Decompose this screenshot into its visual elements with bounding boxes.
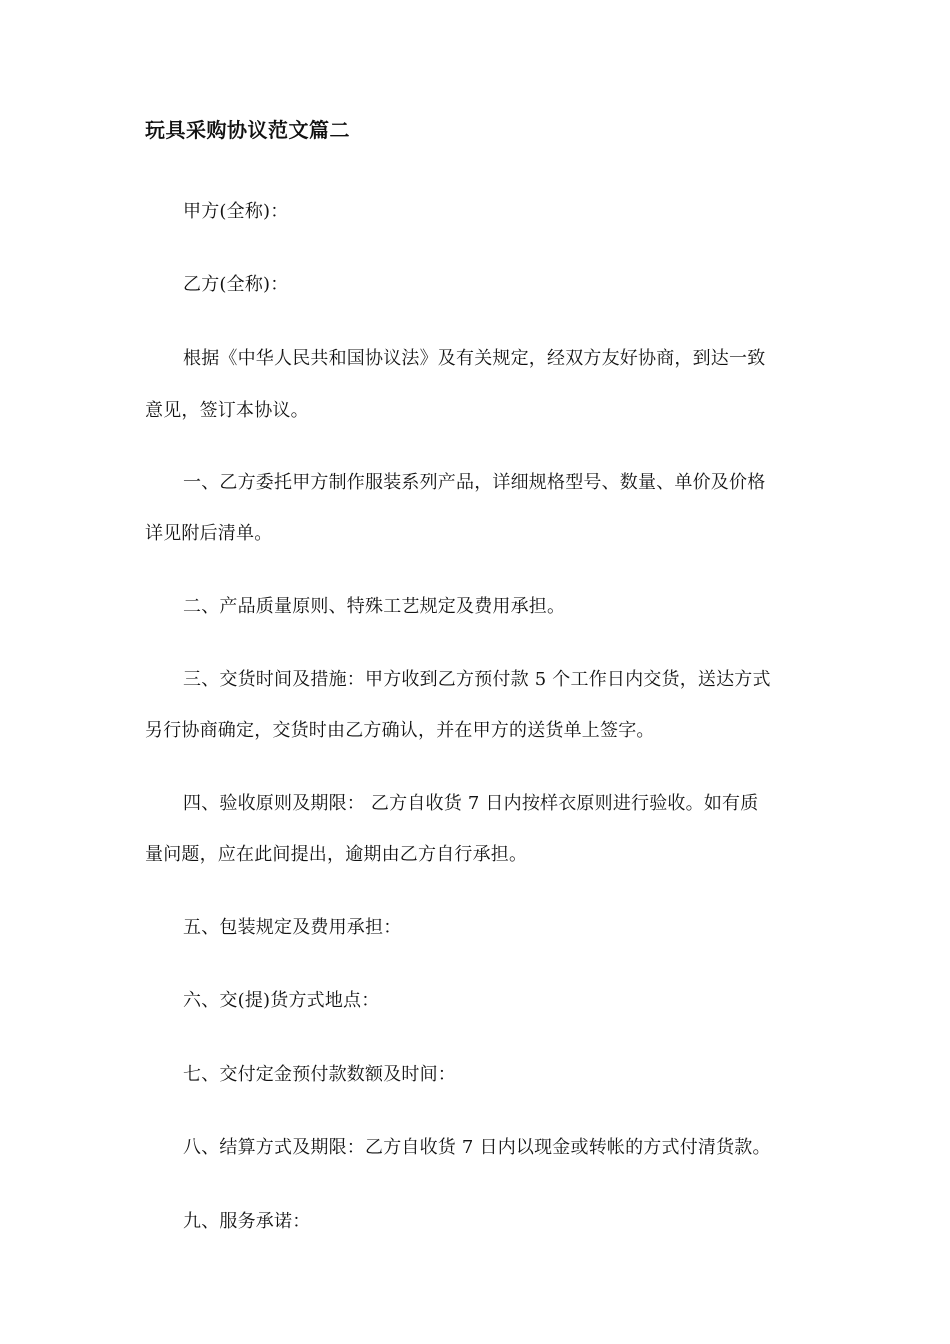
clause-6-line-1: 六、交(提)货方式地点： bbox=[183, 990, 380, 1011]
preamble-line-2: 意见，签订本协议。 bbox=[145, 400, 309, 421]
clause-8-line-1: 八、结算方式及期限：乙方自收货 7 日内以现金或转帐的方式付清货款。 bbox=[183, 1137, 771, 1158]
clause-9-line-1: 九、服务承诺： bbox=[183, 1211, 311, 1232]
clause-5-line-1: 五、包装规定及费用承担： bbox=[183, 917, 402, 938]
clause-2-line-1: 二、产品质量原则、特殊工艺规定及费用承担。 bbox=[183, 596, 566, 617]
clause-3-line-2: 另行协商确定，交货时由乙方确认，并在甲方的送货单上签字。 bbox=[145, 720, 655, 741]
clause-1-line-1: 一、乙方委托甲方制作服装系列产品，详细规格型号、数量、单价及价格 bbox=[183, 472, 766, 493]
preamble-line-1: 根据《中华人民共和国协议法》及有关规定，经双方友好协商，到达一致 bbox=[183, 348, 766, 369]
party-b-line: 乙方(全称)： bbox=[183, 274, 289, 295]
clause-4-line-2: 量问题，应在此间提出，逾期由乙方自行承担。 bbox=[145, 844, 528, 865]
document-title: 玩具采购协议范文篇二 bbox=[145, 118, 350, 142]
clause-3-line-1: 三、交货时间及措施：甲方收到乙方预付款 5 个工作日内交货，送达方式 bbox=[183, 669, 771, 690]
clause-7-line-1: 七、交付定金预付款数额及时间： bbox=[183, 1064, 456, 1085]
party-a-line: 甲方(全称)： bbox=[183, 201, 289, 222]
clause-1-line-2: 详见附后清单。 bbox=[145, 523, 273, 544]
clause-4-line-1: 四、验收原则及期限： 乙方自收货 7 日内按样衣原则进行验收。如有质 bbox=[183, 793, 759, 814]
